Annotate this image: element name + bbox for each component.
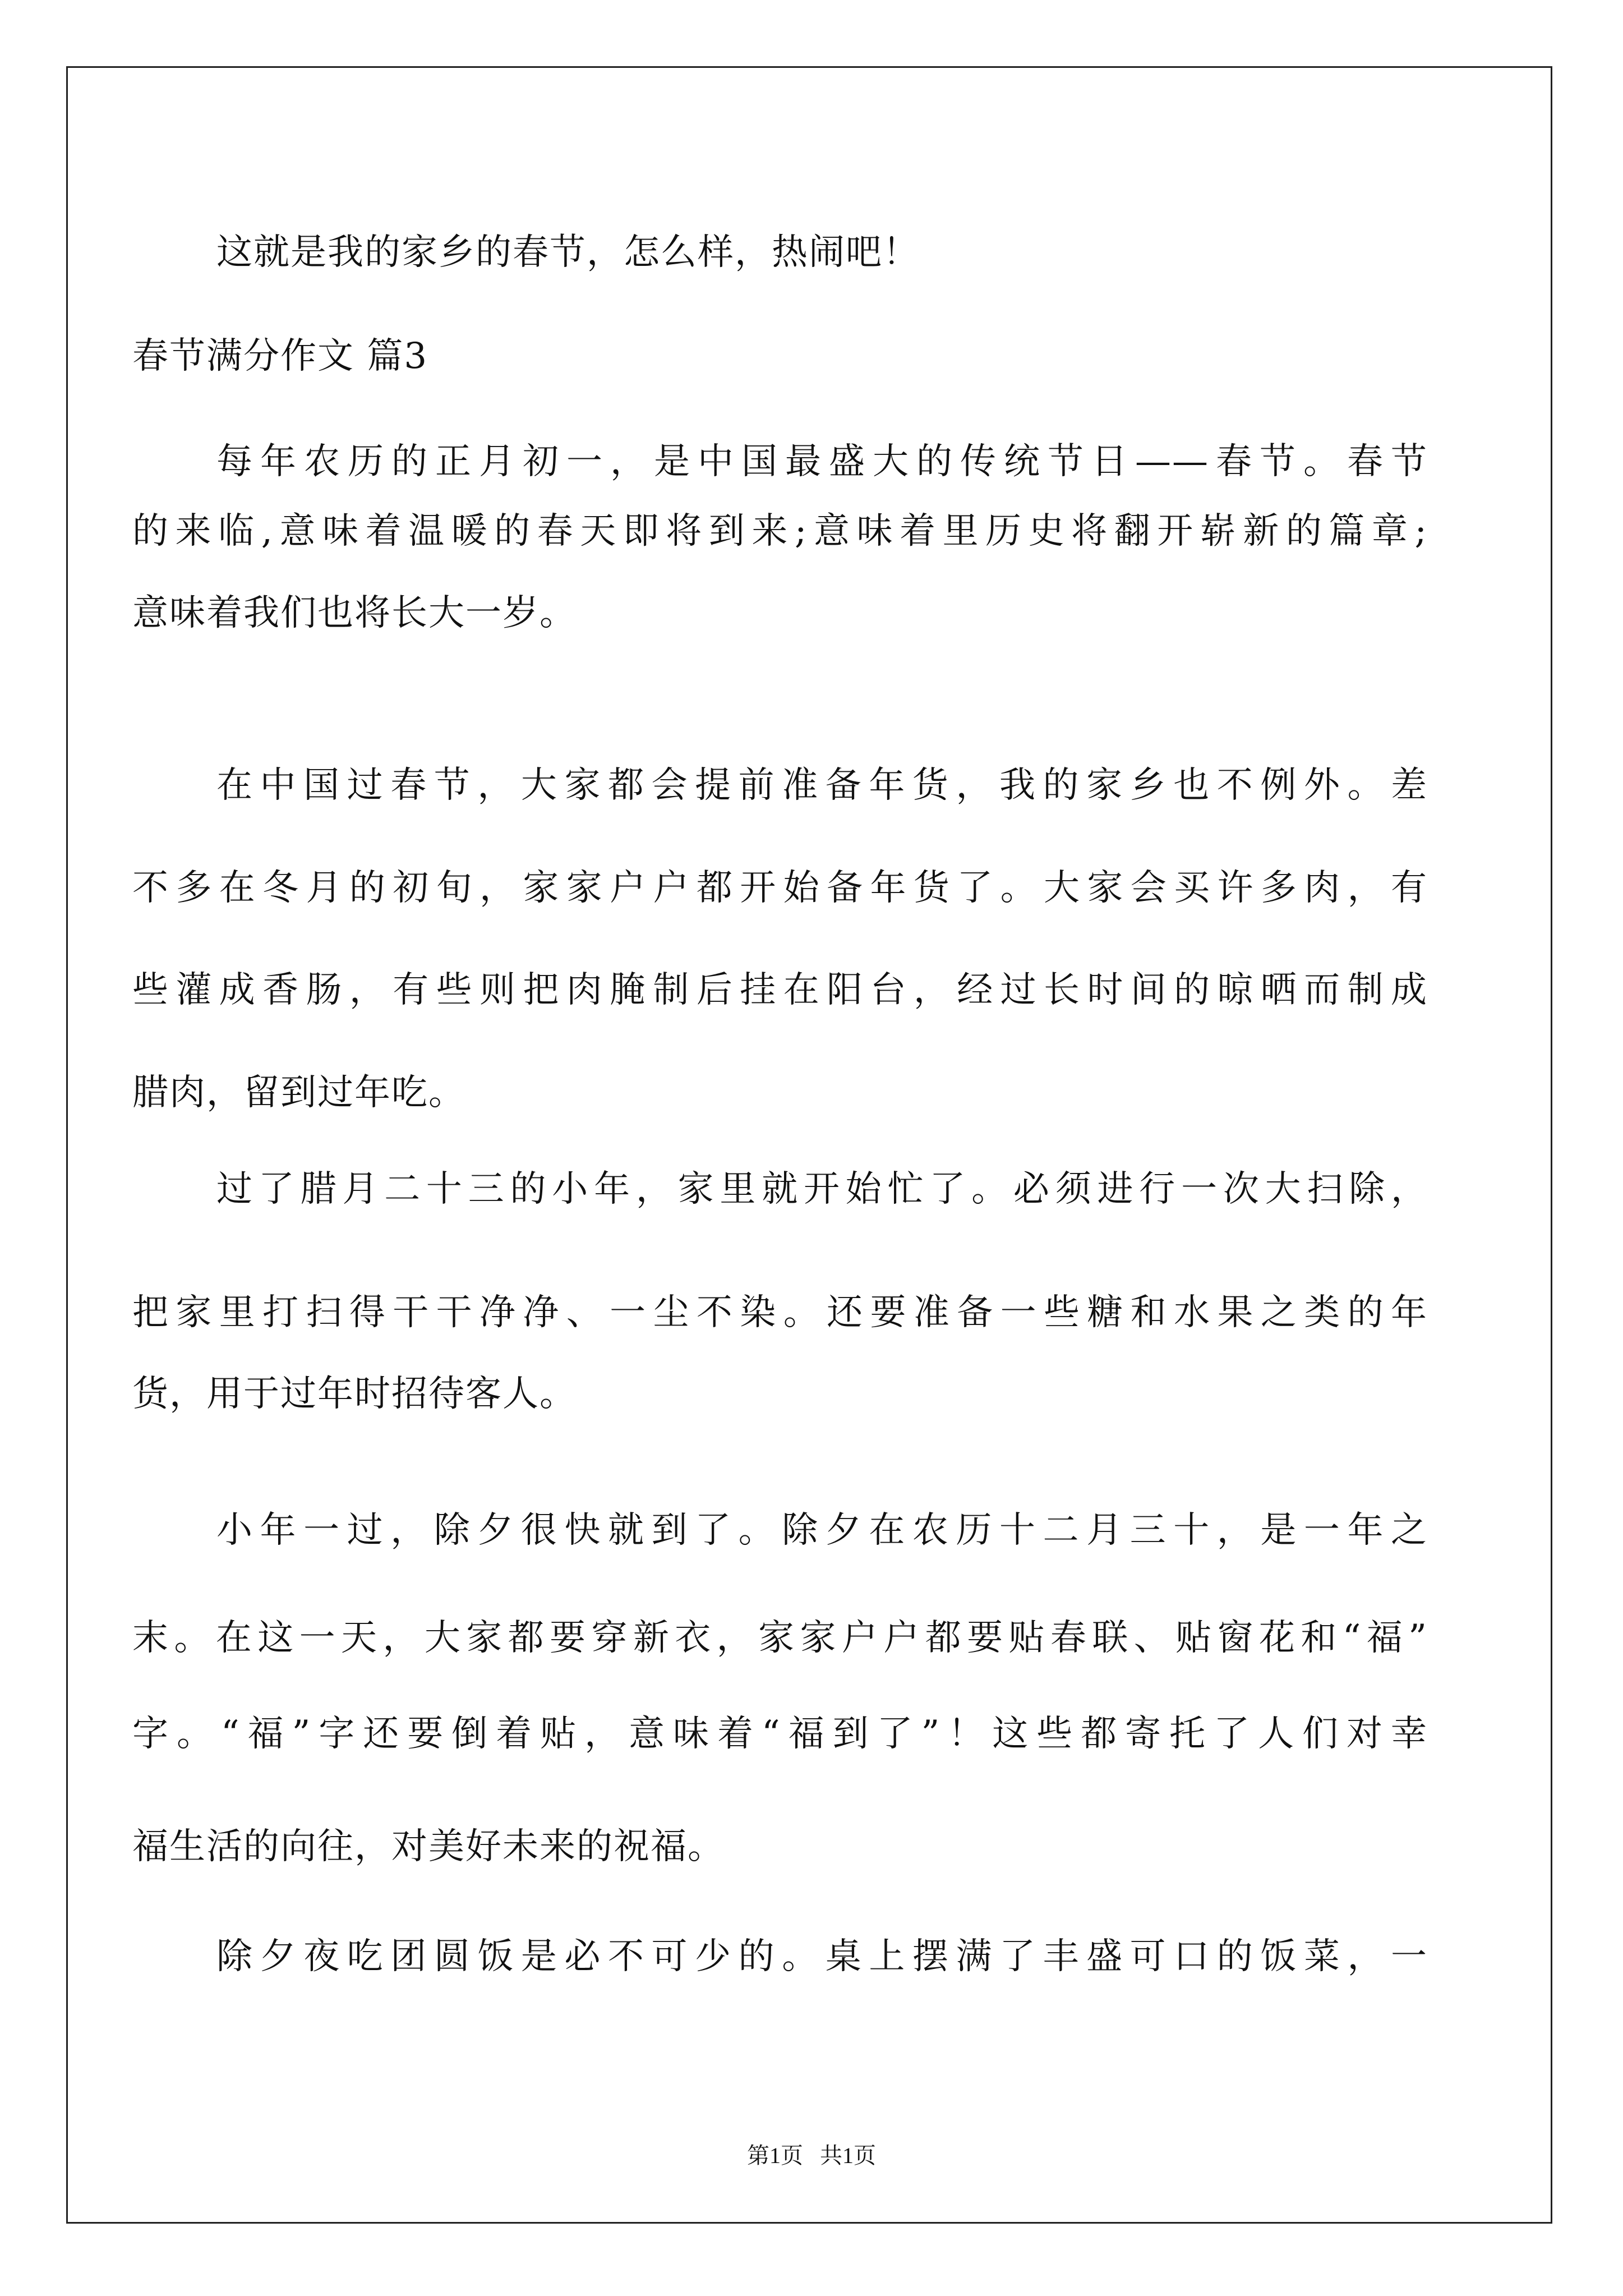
paragraph-line: 在中国过春节，大家都会提前准备年货，我的家乡也不例外。差 — [216, 765, 1428, 806]
paragraph-line: 每年农历的正月初一，是中国最盛大的传统节日——春节。春节 — [216, 441, 1428, 482]
page-footer: 第1页 共1页 — [747, 2143, 876, 2168]
paragraph-line: 除夕夜吃团圆饭是必不可少的。桌上摆满了丰盛可口的饭菜，一 — [216, 1936, 1428, 1977]
paragraph-line: 的来临,意味着温暖的春天即将到来;意味着里历史将翻开崭新的篇章; — [132, 510, 1428, 552]
paragraph-line: 这就是我的家乡的春节，怎么样，热闹吧！ — [216, 232, 920, 273]
paragraph-line: 小年一过，除夕很快就到了。除夕在农历十二月三十，是一年之 — [216, 1510, 1428, 1551]
paragraph-line: 意味着我们也将长大一岁。 — [132, 592, 577, 634]
paragraph-line: 末。在这一天，大家都要穿新衣，家家户户都要贴春联、贴窗花和“福” — [132, 1617, 1428, 1659]
paragraph-line: 福生活的向往，对美好未来的祝福。 — [132, 1826, 725, 1867]
paragraph-line: 把家里打扫得干干净净、一尘不染。还要准备一些糖和水果之类的年 — [132, 1292, 1428, 1333]
paragraph-line: 货，用于过年时招待客人。 — [132, 1373, 577, 1415]
paragraph-line: 字。“福”字还要倒着贴，意味着“福到了”！这些都寄托了人们对幸 — [132, 1713, 1428, 1755]
paragraph-line: 不多在冬月的初旬，家家户户都开始备年货了。大家会买许多肉，有 — [132, 867, 1428, 909]
page-frame — [66, 66, 1552, 2224]
paragraph-line: 些灌成香肠，有些则把肉腌制后挂在阳台，经过长时间的晾晒而制成 — [132, 969, 1428, 1011]
section-heading: 春节满分作文 篇3 — [132, 335, 428, 377]
paragraph-line: 过了腊月二十三的小年，家里就开始忙了。必须进行一次大扫除， — [216, 1168, 1428, 1210]
paragraph-line: 腊肉，留到过年吃。 — [132, 1072, 465, 1114]
